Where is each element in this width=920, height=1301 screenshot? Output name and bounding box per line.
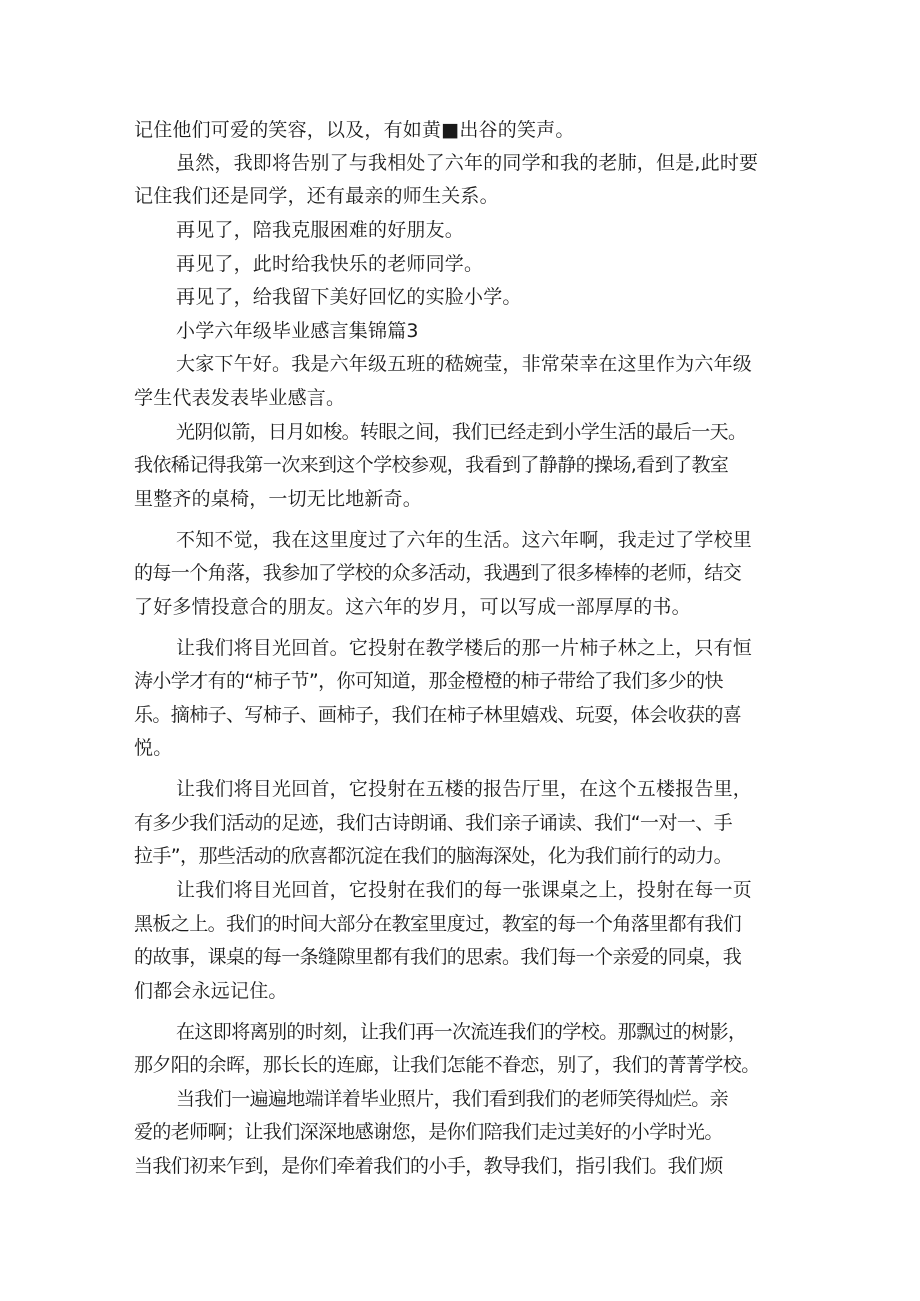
text-line: 大家下午好。我是六年级五班的嵇婉莹，非常荣幸在这里作为六年级 — [176, 353, 753, 375]
text-line: 黑板之上。我们的时间大部分在教室里度过，教室的每一个角落里都有我们 — [134, 913, 742, 935]
text-line: 我依稀记得我第一次来到这个学校参观，我看到了静静的操场,看到了教室 — [134, 454, 729, 476]
text-line: 让我们将目光回首，它投射在我们的每一张课桌之上，投射在每一页 — [176, 879, 753, 901]
text-line: 里整齐的桌椅，一切无比地新奇。 — [134, 488, 423, 510]
text-line: 们都会永远记住。 — [134, 980, 288, 1002]
text-line: 当我们一遍遍地端详着毕业照片，我们看到我们的老师笑得灿烂。亲 — [176, 1088, 729, 1110]
text-line: 让我们将目光回首。它投射在教学楼后的那一片柿子林之上，只有恒 — [176, 637, 753, 659]
text-line: 了好多情投意合的朋友。这六年的岁月，可以写成一部厚厚的书。 — [134, 596, 691, 618]
text-line: 乐。摘柿子、写柿子、画柿子，我们在柿子林里嬉戏、玩耍，体会收获的喜 — [134, 704, 742, 726]
section-heading: 小学六年级毕业感言集锦篇3 — [176, 320, 419, 342]
text-line: 在这即将离别的时刻，让我们再一次流连我们的学校。那飘过的树影， — [176, 1021, 747, 1043]
text-line: 再见了，陪我克服困难的好朋友。 — [176, 219, 465, 241]
text-line: 涛小学才有的“柿子节”，你可知道，那金橙橙的柿子带给了我们多少的快 — [134, 670, 723, 692]
text-line: 光阴似箭，日月如梭。转眼之间，我们已经走到小学生活的最后一天。 — [176, 421, 747, 443]
text-line: 悦。 — [134, 737, 173, 759]
text-line: 记住他们可爱的笑容，以及，有如黄■出谷的笑声。 — [134, 119, 575, 141]
text-line: 记住我们还是同学，还有最亲的师生关系。 — [134, 185, 499, 207]
text-line: 再见了，此时给我快乐的老师同学。 — [176, 253, 484, 275]
text-line: 再见了，给我留下美好回忆的实脸小学。 — [176, 286, 522, 308]
text-line: 当我们初来乍到，是你们牵着我们的小手，教导我们，指引我们。我们烦 — [134, 1155, 723, 1177]
text-line: 学生代表发表毕业感言。 — [134, 387, 346, 409]
text-line: 虽然，我即将告别了与我相处了六年的同学和我的老肺，但是,此时要 — [176, 152, 759, 174]
text-line: 不知不觉，我在这里度过了六年的生活。这六年啊，我走过了学校里 — [176, 529, 753, 551]
text-line: 有多少我们活动的足迹，我们古诗朗诵、我们亲子诵读、我们“一对一、手 — [134, 812, 733, 834]
text-line: 的故事，课桌的每一条缝隙里都有我们的思索。我们每一个亲爱的同桌，我 — [134, 946, 742, 968]
text-line: 那夕阳的余晖，那长长的连廊，让我们怎能不眷恋，别了，我们的菁菁学校。 — [134, 1054, 760, 1076]
text-line: 拉手”，那些活动的欣喜都沉淀在我们的脑海深处，化为我们前行的动力。 — [134, 845, 733, 867]
text-line: 的每一个角落，我参加了学校的众多活动，我遇到了很多棒棒的老师，结交 — [134, 562, 742, 584]
text-line: 让我们将目光回首，它投射在五楼的报告厅里，在这个五楼报告里， — [176, 778, 753, 800]
text-line: 爱的老师啊；让我们深深地感谢您，是你们陪我们走过美好的小学时光。 — [134, 1121, 723, 1143]
